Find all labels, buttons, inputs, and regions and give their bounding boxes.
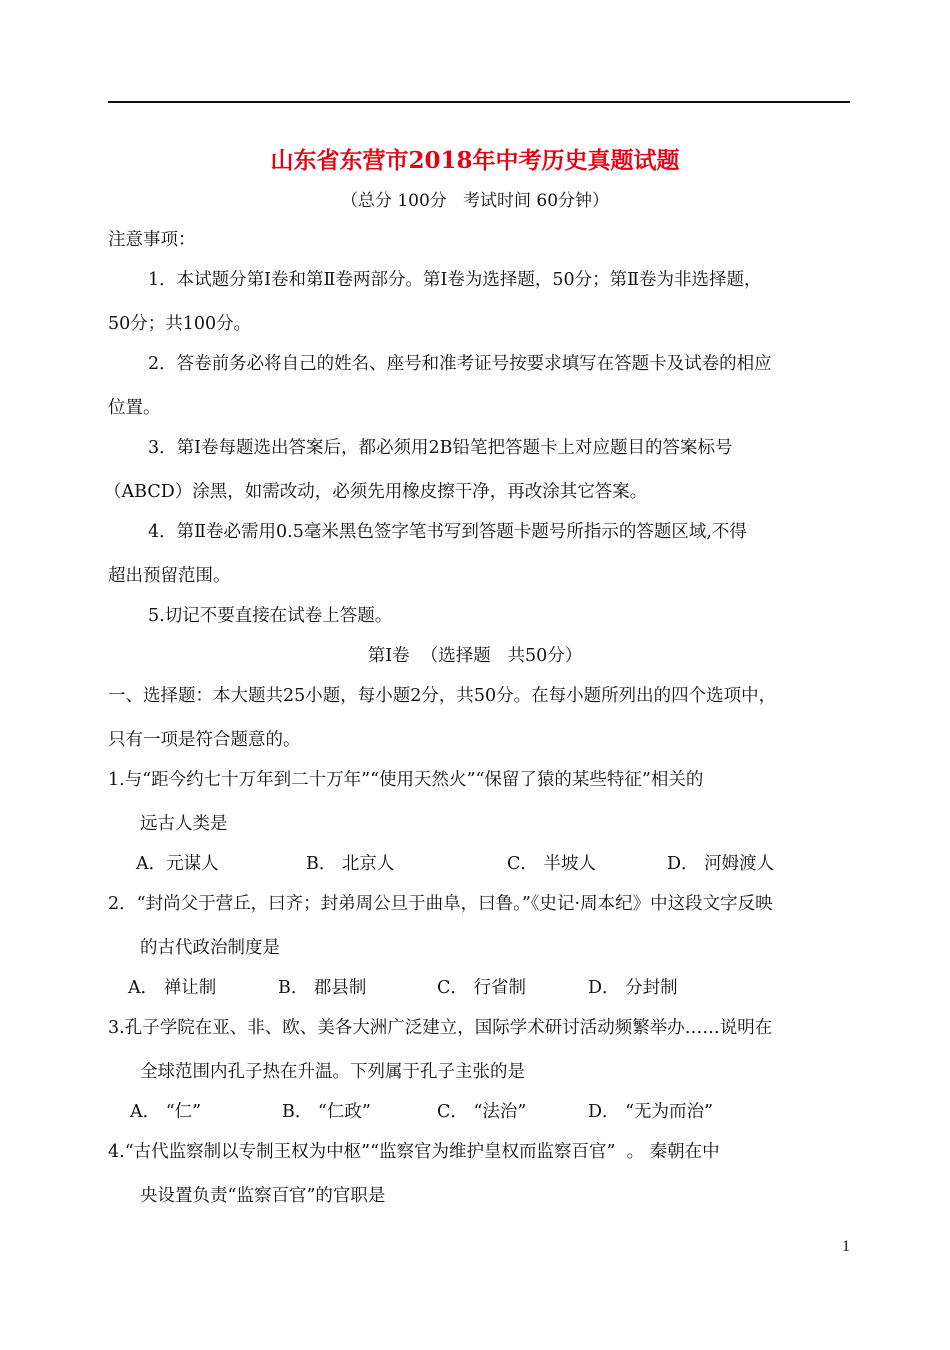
note-5: 5.切记不要直接在试卷上答题。: [148, 606, 393, 626]
part-intro-line-2: 只有一项是符合题意的。: [108, 730, 301, 750]
question-2-stem-cont: 的古代政治制度是: [140, 938, 280, 958]
question-1-stem: 1.与“距今约七十万年到二十万年”“使用天然火”“保留了猿的某些特征”相关的: [108, 770, 704, 790]
option-b: B． 北京人: [306, 854, 395, 874]
question-1-stem-cont: 远古人类是: [140, 814, 228, 834]
section-title: 第Ⅰ卷 （选择题 共50分）: [367, 646, 583, 666]
option-b: B． “仁政”: [282, 1102, 371, 1122]
question-3-stem-cont: 全球范围内孔子热在升温。下列属于孔子主张的是: [140, 1062, 525, 1082]
option-a: A． “仁”: [130, 1102, 202, 1122]
option-d: D． “无为而治”: [588, 1102, 713, 1122]
part-intro-line-1: 一、选择题：本大题共25小题，每小题2分，共50分。在每小题所列出的四个选项中，: [108, 686, 777, 706]
note-2-line-1: 2．答卷前务必将自己的姓名、座号和准考证号按要求填写在答题卡及试卷的相应: [148, 354, 772, 374]
option-c: C． “法治”: [437, 1102, 527, 1122]
note-4-line-1: 4．第Ⅱ卷必需用0.5毫米黑色签字笔书写到答题卡题号所指示的答题区域,不得: [148, 522, 747, 542]
note-2-line-2: 位置。: [108, 398, 161, 418]
question-3-options: [0, 1099, 950, 1125]
option-c: C． 行省制: [437, 978, 526, 998]
note-1-line-1: 1．本试题分第Ⅰ卷和第Ⅱ卷两部分。第Ⅰ卷为选择题，50分；第Ⅱ卷为非选择题，: [148, 270, 762, 290]
header-rule: [108, 101, 850, 103]
page-number: 1: [842, 1238, 850, 1255]
question-4-stem-cont: 央设置负责“监察百官”的官职是: [140, 1186, 386, 1206]
note-4-line-2: 超出预留范围。: [108, 566, 231, 586]
option-a: A． 禅让制: [128, 978, 217, 998]
note-1-line-2: 50分；共100分。: [108, 314, 252, 334]
exam-info: （总分 100分 考试时间 60分钟）: [340, 191, 610, 211]
option-c: C． 半坡人: [507, 854, 596, 874]
note-3-line-1: 3．第Ⅰ卷每题选出答案后，都必须用2B铅笔把答题卡上对应题目的答案标号: [148, 438, 733, 458]
option-a: A．元谋人: [136, 854, 219, 874]
page-title: 山东省东营市2018年中考历史真题试题: [270, 147, 680, 174]
option-d: D． 河姆渡人: [667, 854, 775, 874]
question-4-stem: 4.“古代监察制以专制王权为中枢”“监察官为维护皇权而监察百官” 。 秦朝在中: [108, 1142, 720, 1162]
question-1-options: [0, 851, 950, 877]
question-3-stem: 3.孔子学院在亚、非、欧、美各大洲广泛建立，国际学术研讨活动频繁举办……说明在: [108, 1018, 773, 1038]
question-2-options: [0, 975, 950, 1001]
option-d: D． 分封制: [588, 978, 678, 998]
note-3-line-2: （ABCD）涂黑，如需改动，必须先用橡皮擦干净，再改涂其它答案。: [104, 482, 648, 502]
option-b: B． 郡县制: [278, 978, 367, 998]
notes-heading: 注意事项：: [108, 230, 196, 250]
question-2-stem: 2．“封尚父于营丘，曰齐；封弟周公旦于曲阜，曰鲁。”《史记·周本纪》中这段文字反映: [108, 894, 773, 914]
